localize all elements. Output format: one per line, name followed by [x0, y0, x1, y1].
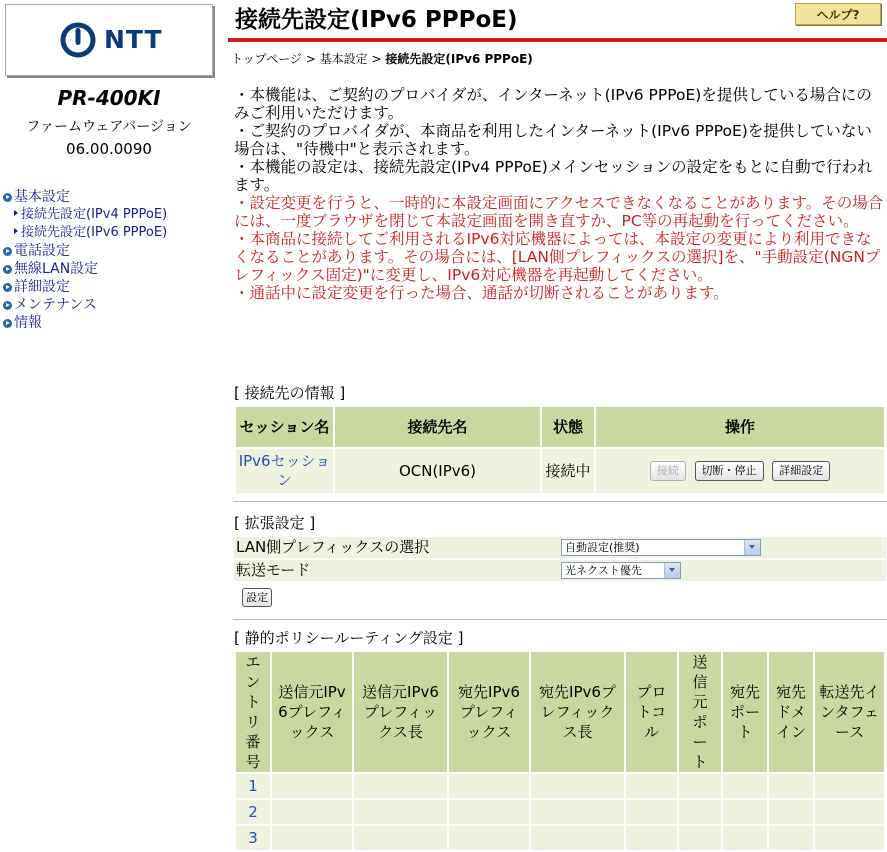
menu-ipv4-pppoe[interactable]	[3, 206, 167, 224]
breadcrumb-top[interactable]: トップページ	[231, 52, 302, 66]
header-text: 送信元IPv6プレフィックス	[278, 683, 346, 741]
table-cell	[271, 799, 353, 825]
header-text: 送信元ポート	[692, 653, 708, 771]
menu-advanced-settings[interactable]	[3, 278, 167, 296]
menu-label: 詳細設定	[14, 279, 70, 295]
col-dst-port	[722, 651, 768, 773]
menu-label: 接続先設定(IPv4 PPPoE)	[21, 207, 168, 222]
menu-basic-settings[interactable]	[3, 188, 167, 206]
help-button[interactable]: ヘルプ?	[795, 3, 881, 25]
col-src-port	[678, 651, 722, 773]
table-cell	[448, 773, 530, 799]
table-cell	[353, 799, 448, 825]
section-divider	[233, 619, 887, 620]
lan-prefix-row	[234, 537, 886, 558]
breadcrumb	[231, 50, 533, 67]
session-link[interactable]: IPv6セッション	[235, 448, 334, 494]
table-cell	[530, 773, 625, 799]
warning-note: ・本商品に接続してご利用されるIPv6対応機器によっては、本設定の変更により利用できなくなることがあります。その場合には、[LAN側プレフィックスの選択]を、"手動設定(NGNプレフィックス固定)"に変更し、IPv6対応機器を再起動してください。	[234, 230, 881, 284]
entry-link[interactable]: 1	[235, 773, 271, 799]
note: ・本機能は、ご契約のプロバイダが、インターネット(IPv6 PPPoE)を提供している場合にのみご利用いただけます。	[234, 86, 872, 122]
table-row	[235, 799, 885, 825]
entry-link[interactable]: 2	[235, 799, 271, 825]
menu-label: 接続先設定(IPv6 PPPoE)	[21, 225, 168, 240]
menu-information[interactable]	[3, 314, 167, 332]
col-session: セッション名	[235, 406, 334, 448]
table-cell	[448, 799, 530, 825]
col-dst-domain	[768, 651, 814, 773]
note: ・ご契約のプロバイダが、本商品を利用したインターネット(IPv6 PPPoE)を提供していない場合は、"待機中"と表示されます。	[234, 122, 872, 158]
table-cell	[814, 799, 885, 825]
firmware-label: ファームウェアバージョン	[26, 119, 192, 135]
chevron-down-icon	[664, 563, 680, 578]
header-text: 宛先IPv6プレフィックス	[458, 683, 520, 741]
transfer-mode-row	[234, 560, 886, 581]
menu-bullet-icon	[3, 193, 12, 202]
menu-bullet-icon	[3, 247, 12, 256]
menu-ipv6-pppoe[interactable]	[3, 224, 167, 242]
col-operation: 操作	[595, 406, 885, 448]
lan-prefix-label: LAN側プレフィックスの選択	[236, 538, 430, 556]
breadcrumb-basic[interactable]: 基本設定	[319, 52, 368, 66]
static-routing-title: [ 静的ポリシールーティング設定 ]	[234, 629, 464, 647]
title-divider	[228, 38, 887, 42]
table-cell	[768, 773, 814, 799]
table-cell	[722, 773, 768, 799]
note: ・本機能の設定は、接続先設定(IPv4 PPPoE)メインセッションの設定をもとに自動で行われます。	[234, 158, 873, 194]
table-cell	[678, 773, 722, 799]
header-text: エントリ番号	[245, 653, 261, 771]
header-text: 転送先インタフェース	[819, 683, 880, 741]
menu-label: 無線LAN設定	[14, 261, 99, 277]
menu-bullet-icon	[3, 301, 12, 310]
col-name: 接続先名	[334, 406, 541, 448]
table-cell	[530, 799, 625, 825]
section-divider	[233, 501, 887, 502]
table-cell	[625, 799, 678, 825]
table-cell	[625, 773, 678, 799]
table-cell	[271, 773, 353, 799]
col-entry-number	[235, 651, 271, 773]
chevron-down-icon	[744, 540, 760, 555]
notes	[234, 86, 886, 302]
entry-link[interactable]: 3	[235, 825, 271, 851]
warning-note: ・設定変更を行うと、一時的に本設定画面にアクセスできなくなることがあります。その場合には、一度ブラウザを閉じて本設定画面を開き直すか、PC等の再起動を行ってください。	[234, 194, 884, 230]
details-button[interactable]: 詳細設定	[772, 461, 830, 481]
table-row	[235, 773, 885, 799]
connection-status: 接続中	[541, 448, 595, 494]
sidebar	[0, 0, 218, 829]
header-text: 送信元IPv6プレフィックス長	[362, 683, 439, 741]
table-cell	[722, 799, 768, 825]
table-cell	[353, 773, 448, 799]
col-status: 状態	[541, 406, 595, 448]
breadcrumb-separator: >	[305, 52, 316, 66]
connection-info-title: [ 接続先の情報 ]	[234, 384, 346, 402]
ntt-logo	[5, 4, 213, 76]
connection-name: OCN(IPv6)	[334, 448, 541, 494]
header-text: プロトコル	[636, 683, 667, 741]
col-forward-interface	[814, 651, 885, 773]
table-cell	[814, 773, 885, 799]
col-src-prefix	[271, 651, 353, 773]
transfer-mode-value: 光ネクスト優先	[565, 564, 642, 577]
firmware-version: 06.00.0090	[66, 140, 152, 158]
header-text: 宛先ポート	[729, 683, 760, 741]
header-text: 宛先IPv6プレフィックス長	[539, 683, 616, 741]
model-name: PR-400KI	[57, 86, 161, 110]
col-protocol	[625, 651, 678, 773]
table-header-row	[235, 406, 885, 448]
menu-label: 基本設定	[14, 189, 70, 205]
table-cell	[768, 799, 814, 825]
side-menu	[3, 188, 167, 332]
menu-bullet-icon	[3, 319, 12, 328]
col-dst-prefix-len	[530, 651, 625, 773]
static-routing-table	[234, 650, 886, 852]
col-src-prefix-len	[353, 651, 448, 773]
table-header-row	[235, 651, 885, 773]
menu-bullet-icon	[3, 265, 12, 274]
logo-text: NTT	[104, 25, 163, 54]
header-text: 宛先ドメイン	[775, 683, 806, 741]
lan-prefix-select[interactable]	[561, 539, 761, 556]
transfer-mode-label: 転送モード	[236, 561, 311, 579]
menu-label: 電話設定	[14, 243, 70, 259]
lan-prefix-value: 自動設定(推奨)	[565, 541, 640, 554]
page-title: 接続先設定(IPv6 PPPoE)	[235, 7, 518, 33]
menu-bullet-icon	[3, 283, 12, 292]
extended-settings-title: [ 拡張設定 ]	[234, 514, 316, 532]
ntt-logo-icon	[60, 22, 96, 58]
submenu-arrow-icon	[14, 210, 18, 216]
table-cell	[678, 799, 722, 825]
menu-maintenance[interactable]	[3, 296, 167, 314]
transfer-mode-select[interactable]	[561, 562, 681, 579]
set-button[interactable]: 設定	[242, 588, 272, 607]
breadcrumb-current: 接続先設定(IPv6 PPPoE)	[385, 52, 533, 66]
menu-label: メンテナンス	[14, 297, 97, 313]
connection-table	[234, 405, 886, 495]
breadcrumb-separator: >	[371, 52, 382, 66]
connect-button[interactable]: 接続	[650, 461, 686, 481]
submenu-arrow-icon	[14, 228, 18, 234]
col-dst-prefix	[448, 651, 530, 773]
operation-cell	[595, 448, 885, 494]
menu-phone-settings[interactable]	[3, 242, 167, 260]
disconnect-button[interactable]: 切断・停止	[695, 461, 764, 481]
menu-label: 情報	[14, 315, 42, 331]
table-row	[235, 448, 885, 494]
menu-wireless-lan[interactable]	[3, 260, 167, 278]
warning-note: ・通話中に設定変更を行った場合、通話が切断されることがあります。	[234, 284, 729, 302]
